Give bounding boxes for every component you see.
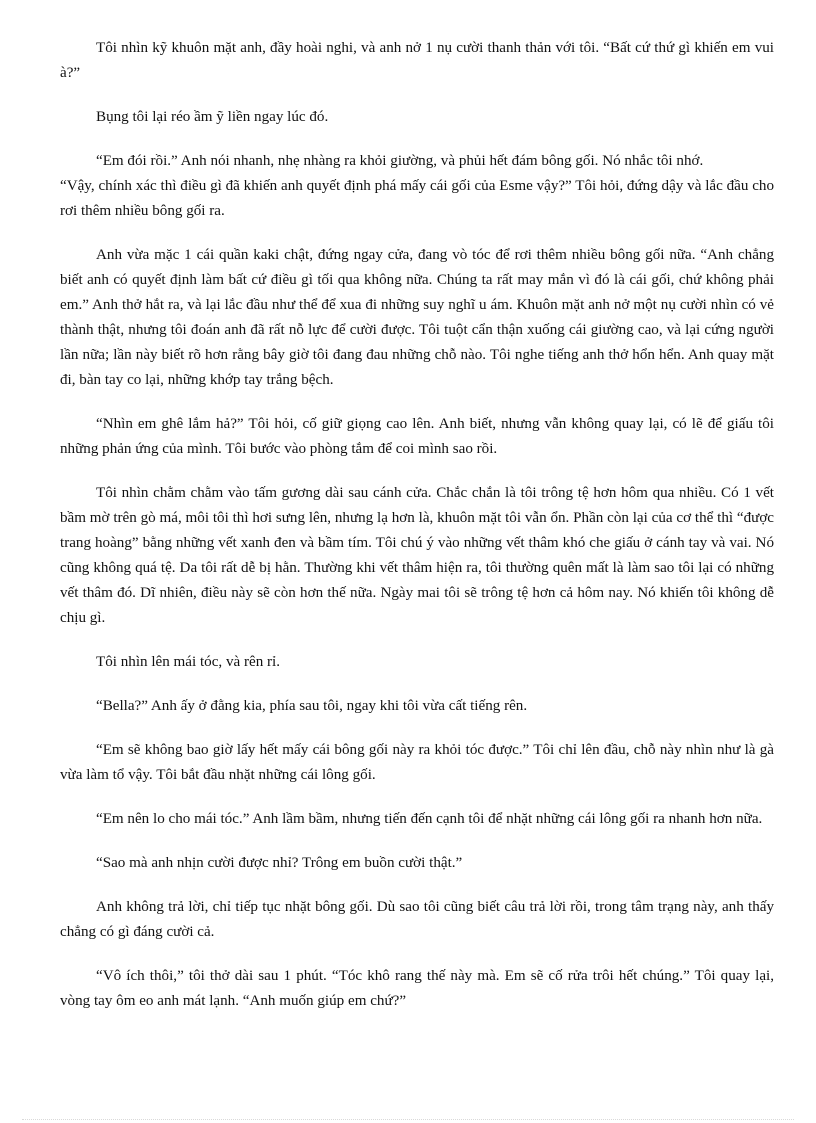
- paragraph-2: Bụng tôi lại réo ầm ỹ liền ngay lúc đó.: [96, 109, 329, 125]
- document-page: [60, 36, 774, 1033]
- page-bottom-divider: [22, 1119, 794, 1120]
- paragraph-1: Tôi nhìn kỹ khuôn mặt anh, đầy hoài nghi, và anh nở 1 nụ cười thanh thản với tôi. “Bất cứ thứ gì khiến em vui à?”: [60, 40, 774, 81]
- paragraph-6: “Nhìn em ghê lắm hả?” Tôi hỏi, cố giữ giọng cao lên. Anh biết, nhưng vẫn không quay lại, có lẽ để giấu tôi những phản ứng của mình. Tôi bước vào phòng tắm để coi mình sao rồi.: [60, 416, 774, 457]
- paragraph-9: “Bella?” Anh ấy ở đằng kia, phía sau tôi, ngay khi tôi vừa cất tiếng rên.: [96, 698, 528, 714]
- paragraph-8: Tôi nhìn lên mái tóc, và rên rỉ.: [96, 654, 281, 670]
- paragraph-7: Tôi nhìn chằm chằm vào tấm gương dài sau cánh cửa. Chắc chắn là tôi trông tệ hơn hôm qua nhiều. Có 1 vết bầm mờ trên gò má, môi tôi thì hơi sưng lên, nhưng lạ hơn là, khuôn mặt tôi vẫn ổn. Phần còn lại của cơ thể thì “được trang hoàng” bằng những vết xanh đen và bầm tím. Tôi chú ý vào những vết thâm khó che giấu ở cánh tay và vai. Nó cũng không quá tệ. Da tôi rất dễ bị hằn. Thường khi vết thâm hiện ra, tôi thường quên mất là làm sao tôi lại có những vết thâm đó. Dĩ nhiên, điều này sẽ còn hơn thế nữa. Ngày mai tôi sẽ trông tệ hơn cả hôm nay. Nó khiến tôi không dễ chịu gì.: [60, 485, 774, 626]
- paragraph-11: “Em nên lo cho mái tóc.” Anh lầm bầm, nhưng tiến đến cạnh tôi để nhặt những cái lông gối ra nhanh hơn nữa.: [96, 811, 763, 827]
- paragraph-13: Anh không trả lời, chỉ tiếp tục nhặt bông gối. Dù sao tôi cũng biết câu trả lời rồi, trong tâm trạng này, anh thấy chẳng có gì đáng cười cả.: [60, 899, 774, 940]
- paragraph-14: “Vô ích thôi,” tôi thở dài sau 1 phút. “Tóc khô rang thế này mà. Em sẽ cố rửa trôi hết chúng.” Tôi quay lại, vòng tay ôm eo anh mát lạnh. “Anh muốn giúp em chứ?”: [60, 968, 774, 1009]
- paragraph-5: Anh vừa mặc 1 cái quần kaki chật, đứng ngay cửa, đang vò tóc để rơi thêm nhiều bông gối nữa. “Anh chẳng biết anh có quyết định làm bất cứ điều gì tối qua không nữa. Chúng ta rất may mắn vì đó là cái gối, chứ không phải em.” Anh thở hắt ra, và lại lắc đầu như thể để xua đi những suy nghĩ u ám. Khuôn mặt anh nở một nụ cười nhìn có vẻ thành thật, nhưng tôi đoán anh đã rất nỗ lực để cười được. Tôi tuột cẩn thận xuống cái giường cao, và lại cứng người lần nữa; lần này biết rõ hơn rằng bây giờ tôi đang đau những chỗ nào. Tôi nghe tiếng anh thở hổn hển. Anh quay mặt đi, bàn tay co lại, những khớp tay trắng bệch.: [60, 247, 774, 388]
- paragraph-3: “Em đói rồi.” Anh nói nhanh, nhẹ nhàng ra khỏi giường, và phủi hết đám bông gối. Nó nhắc tôi nhớ.: [96, 153, 704, 169]
- paragraph-4: “Vậy, chính xác thì điều gì đã khiến anh quyết định phá mấy cái gối của Esme vậy?” Tôi hỏi, đứng dậy và lắc đầu cho rơi thêm nhiều bông gối ra.: [60, 178, 774, 219]
- paragraph-12: “Sao mà anh nhịn cười được nhỉ? Trông em buồn cười thật.”: [96, 855, 463, 871]
- paragraph-10: “Em sẽ không bao giờ lấy hết mấy cái bông gối này ra khỏi tóc được.” Tôi chỉ lên đầu, chỗ này nhìn như là gà vừa làm tổ vậy. Tôi bắt đầu nhặt những cái lông gối.: [60, 742, 774, 783]
